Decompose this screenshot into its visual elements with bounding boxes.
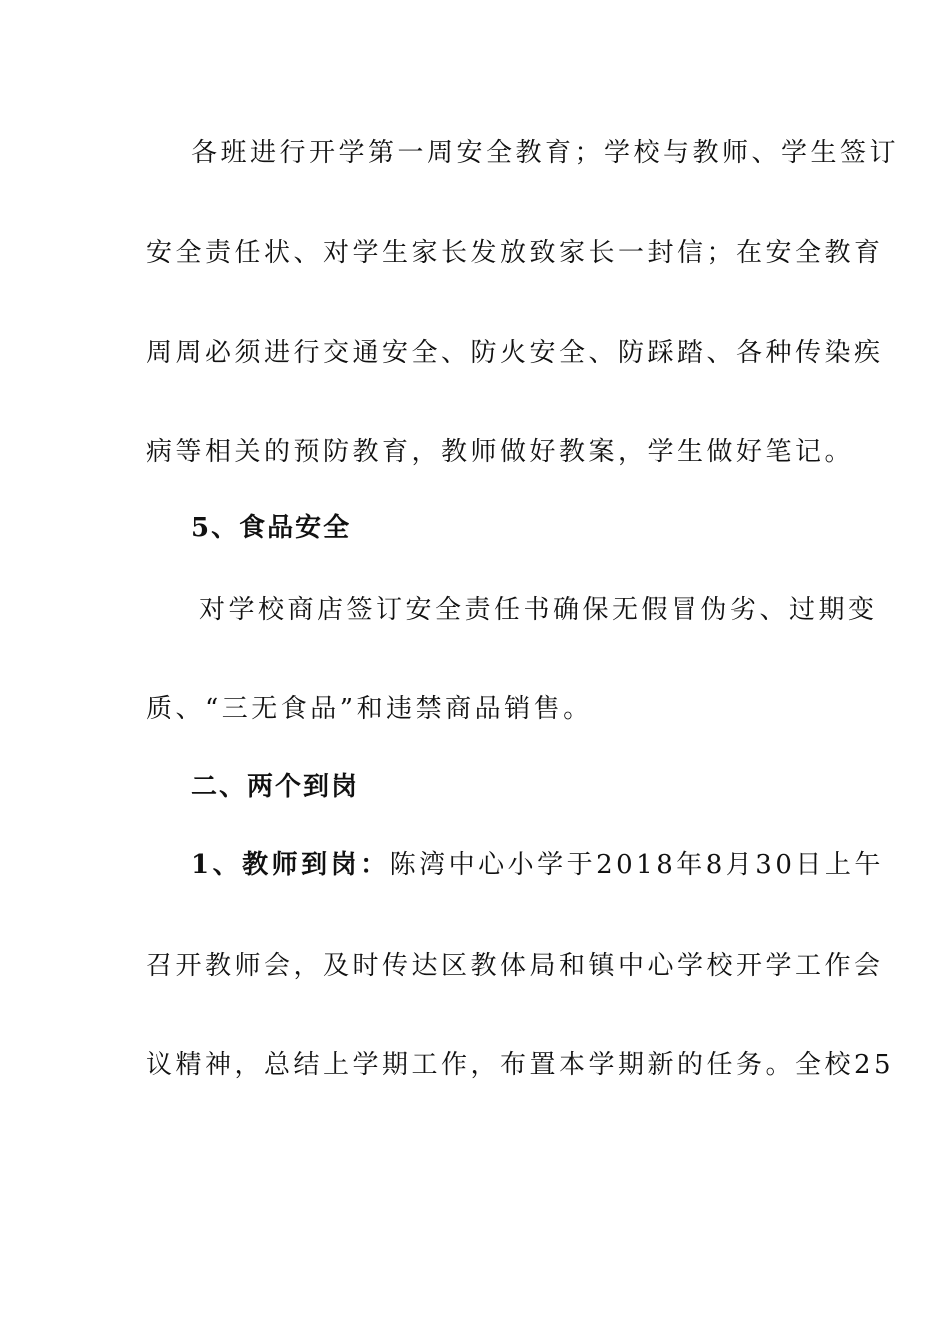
section-heading-two-on-duty: 二、两个到岗	[191, 772, 360, 802]
paragraph-line: 对学校商店签订安全责任书确保无假冒伪劣、过期变	[199, 595, 878, 625]
paragraph-line: 周周必须进行交通安全、防火安全、防踩踏、各种传染疾	[146, 338, 884, 368]
paragraph-line: 安全责任状、对学生家长发放致家长一封信；在安全教育	[146, 238, 884, 268]
paragraph-line	[191, 849, 884, 881]
section-heading-food-safety: 5、食品安全	[191, 513, 352, 543]
teacher-on-duty-text: 陈湾中心小学于2018年8月30日上午	[389, 850, 884, 880]
paragraph-line: 召开教师会，及时传达区教体局和镇中心学校开学工作会	[146, 951, 884, 981]
paragraph-line: 议精神，总结上学期工作，布置本学期新的任务。全校25	[146, 1050, 895, 1080]
paragraph-line: 质、“三无食品”和违禁商品销售。	[146, 694, 593, 724]
teacher-on-duty-label: 1、教师到岗：	[191, 850, 390, 880]
paragraph-line: 病等相关的预防教育，教师做好教案，学生做好笔记。	[146, 437, 855, 467]
paragraph-line: 各班进行开学第一周安全教育；学校与教师、学生签订	[191, 138, 900, 168]
